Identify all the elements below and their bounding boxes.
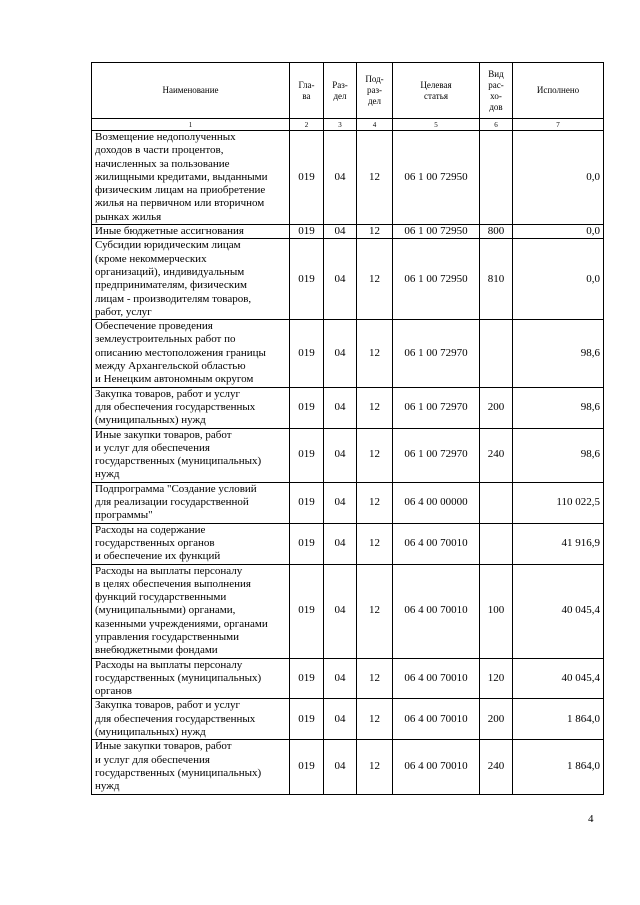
row-section-cell: 04 <box>324 523 357 564</box>
row-target-cell: 06 1 00 72970 <box>393 387 480 428</box>
row-amount-cell: 1 864,0 <box>513 699 604 740</box>
column-number: 4 <box>357 119 393 131</box>
row-amount-cell: 0,0 <box>513 225 604 239</box>
row-chapter-cell: 019 <box>290 740 324 794</box>
row-section-cell: 04 <box>324 239 357 320</box>
header-name: Наименование <box>92 63 290 119</box>
row-target-cell: 06 4 00 70010 <box>393 658 480 699</box>
row-name-cell: Обеспечение проведения землеустроительных работ по описанию местоположения границы между Архангельской областью и Ненецким автономным округом <box>92 320 290 387</box>
row-expense-type-cell: 200 <box>480 387 513 428</box>
row-target-cell: 06 4 00 70010 <box>393 564 480 658</box>
row-chapter-cell: 019 <box>290 239 324 320</box>
table-row <box>92 387 604 428</box>
column-number: 7 <box>513 119 604 131</box>
row-chapter-cell: 019 <box>290 320 324 387</box>
row-subsection-cell: 12 <box>357 320 393 387</box>
row-chapter-cell: 019 <box>290 225 324 239</box>
row-amount-cell: 98,6 <box>513 387 604 428</box>
table-body <box>92 131 604 795</box>
row-amount-cell: 98,6 <box>513 320 604 387</box>
table-row <box>92 239 604 320</box>
row-amount-cell: 40 045,4 <box>513 564 604 658</box>
row-section-cell: 04 <box>324 564 357 658</box>
row-subsection-cell: 12 <box>357 658 393 699</box>
row-subsection-cell: 12 <box>357 428 393 482</box>
row-chapter-cell: 019 <box>290 564 324 658</box>
row-section-cell: 04 <box>324 387 357 428</box>
row-name-cell: Субсидии юридическим лицам (кроме некоммерческих организаций), индивидуальным предпринимателям, физическим лицам - производителям товаров, работ, услуг <box>92 239 290 320</box>
table-row <box>92 523 604 564</box>
row-name-cell: Иные закупки товаров, работ и услуг для обеспечения государственных (муниципальных) нужд <box>92 740 290 794</box>
row-amount-cell: 1 864,0 <box>513 740 604 794</box>
table-row <box>92 428 604 482</box>
row-expense-type-cell <box>480 131 513 225</box>
row-subsection-cell: 12 <box>357 740 393 794</box>
row-target-cell: 06 4 00 70010 <box>393 699 480 740</box>
row-subsection-cell: 12 <box>357 387 393 428</box>
row-amount-cell: 0,0 <box>513 239 604 320</box>
column-number-row <box>92 119 604 131</box>
row-chapter-cell: 019 <box>290 387 324 428</box>
header-section: Раз- дел <box>324 63 357 119</box>
column-number: 3 <box>324 119 357 131</box>
row-section-cell: 04 <box>324 428 357 482</box>
table-row <box>92 699 604 740</box>
header-subsection: Под- раз- дел <box>357 63 393 119</box>
row-target-cell: 06 1 00 72970 <box>393 428 480 482</box>
row-section-cell: 04 <box>324 658 357 699</box>
row-subsection-cell: 12 <box>357 699 393 740</box>
table-row <box>92 225 604 239</box>
row-name-cell: Иные бюджетные ассигнования <box>92 225 290 239</box>
column-number: 2 <box>290 119 324 131</box>
row-amount-cell: 98,6 <box>513 428 604 482</box>
row-name-cell: Подпрограмма "Создание условий для реализации государственной программы" <box>92 482 290 523</box>
column-number: 6 <box>480 119 513 131</box>
row-section-cell: 04 <box>324 740 357 794</box>
table-header-row <box>92 63 604 119</box>
row-name-cell: Расходы на выплаты персоналу государственных (муниципальных) органов <box>92 658 290 699</box>
row-subsection-cell: 12 <box>357 564 393 658</box>
row-target-cell: 06 1 00 72950 <box>393 225 480 239</box>
row-chapter-cell: 019 <box>290 428 324 482</box>
row-name-cell: Закупка товаров, работ и услуг для обеспечения государственных (муниципальных) нужд <box>92 387 290 428</box>
row-chapter-cell: 019 <box>290 658 324 699</box>
row-subsection-cell: 12 <box>357 131 393 225</box>
row-subsection-cell: 12 <box>357 523 393 564</box>
row-expense-type-cell: 200 <box>480 699 513 740</box>
row-subsection-cell: 12 <box>357 239 393 320</box>
row-expense-type-cell: 100 <box>480 564 513 658</box>
budget-table <box>91 62 604 795</box>
row-chapter-cell: 019 <box>290 131 324 225</box>
row-expense-type-cell <box>480 523 513 564</box>
row-name-cell: Возмещение недополученных доходов в части процентов, начисленных за пользование жилищными кредитами, выданными физическим лицам на приобретение жилья на первичном или вторичном рынках жилья <box>92 131 290 225</box>
table-row <box>92 740 604 794</box>
row-expense-type-cell <box>480 482 513 523</box>
row-name-cell: Иные закупки товаров, работ и услуг для обеспечения государственных (муниципальных) нужд <box>92 428 290 482</box>
column-number: 5 <box>393 119 480 131</box>
table-row <box>92 482 604 523</box>
header-chapter: Гла- ва <box>290 63 324 119</box>
row-target-cell: 06 1 00 72950 <box>393 239 480 320</box>
row-expense-type-cell: 240 <box>480 740 513 794</box>
row-name-cell: Закупка товаров, работ и услуг для обеспечения государственных (муниципальных) нужд <box>92 699 290 740</box>
row-expense-type-cell: 810 <box>480 239 513 320</box>
header-target: Целевая статья <box>393 63 480 119</box>
row-name-cell: Расходы на выплаты персоналу в целях обеспечения выполнения функций государственными (муниципальными) органами, казенными учреждениями, органами управления государственными внебюджетными фондами <box>92 564 290 658</box>
row-section-cell: 04 <box>324 482 357 523</box>
row-subsection-cell: 12 <box>357 482 393 523</box>
table-row <box>92 131 604 225</box>
row-amount-cell: 110 022,5 <box>513 482 604 523</box>
row-name-cell: Расходы на содержание государственных органов и обеспечение их функций <box>92 523 290 564</box>
row-expense-type-cell <box>480 320 513 387</box>
table-row <box>92 564 604 658</box>
row-section-cell: 04 <box>324 131 357 225</box>
row-expense-type-cell: 240 <box>480 428 513 482</box>
row-target-cell: 06 1 00 72970 <box>393 320 480 387</box>
header-executed: Исполнено <box>513 63 604 119</box>
row-expense-type-cell: 800 <box>480 225 513 239</box>
page-number: 4 <box>588 813 594 825</box>
row-section-cell: 04 <box>324 225 357 239</box>
row-chapter-cell: 019 <box>290 523 324 564</box>
row-target-cell: 06 4 00 70010 <box>393 523 480 564</box>
row-chapter-cell: 019 <box>290 699 324 740</box>
row-amount-cell: 40 045,4 <box>513 658 604 699</box>
row-amount-cell: 0,0 <box>513 131 604 225</box>
row-amount-cell: 41 916,9 <box>513 523 604 564</box>
row-section-cell: 04 <box>324 699 357 740</box>
row-expense-type-cell: 120 <box>480 658 513 699</box>
column-number: 1 <box>92 119 290 131</box>
row-target-cell: 06 1 00 72950 <box>393 131 480 225</box>
row-section-cell: 04 <box>324 320 357 387</box>
row-chapter-cell: 019 <box>290 482 324 523</box>
table-row <box>92 658 604 699</box>
table-row <box>92 320 604 387</box>
row-subsection-cell: 12 <box>357 225 393 239</box>
header-expense-type: Вид рас- хо- дов <box>480 63 513 119</box>
row-target-cell: 06 4 00 00000 <box>393 482 480 523</box>
row-target-cell: 06 4 00 70010 <box>393 740 480 794</box>
